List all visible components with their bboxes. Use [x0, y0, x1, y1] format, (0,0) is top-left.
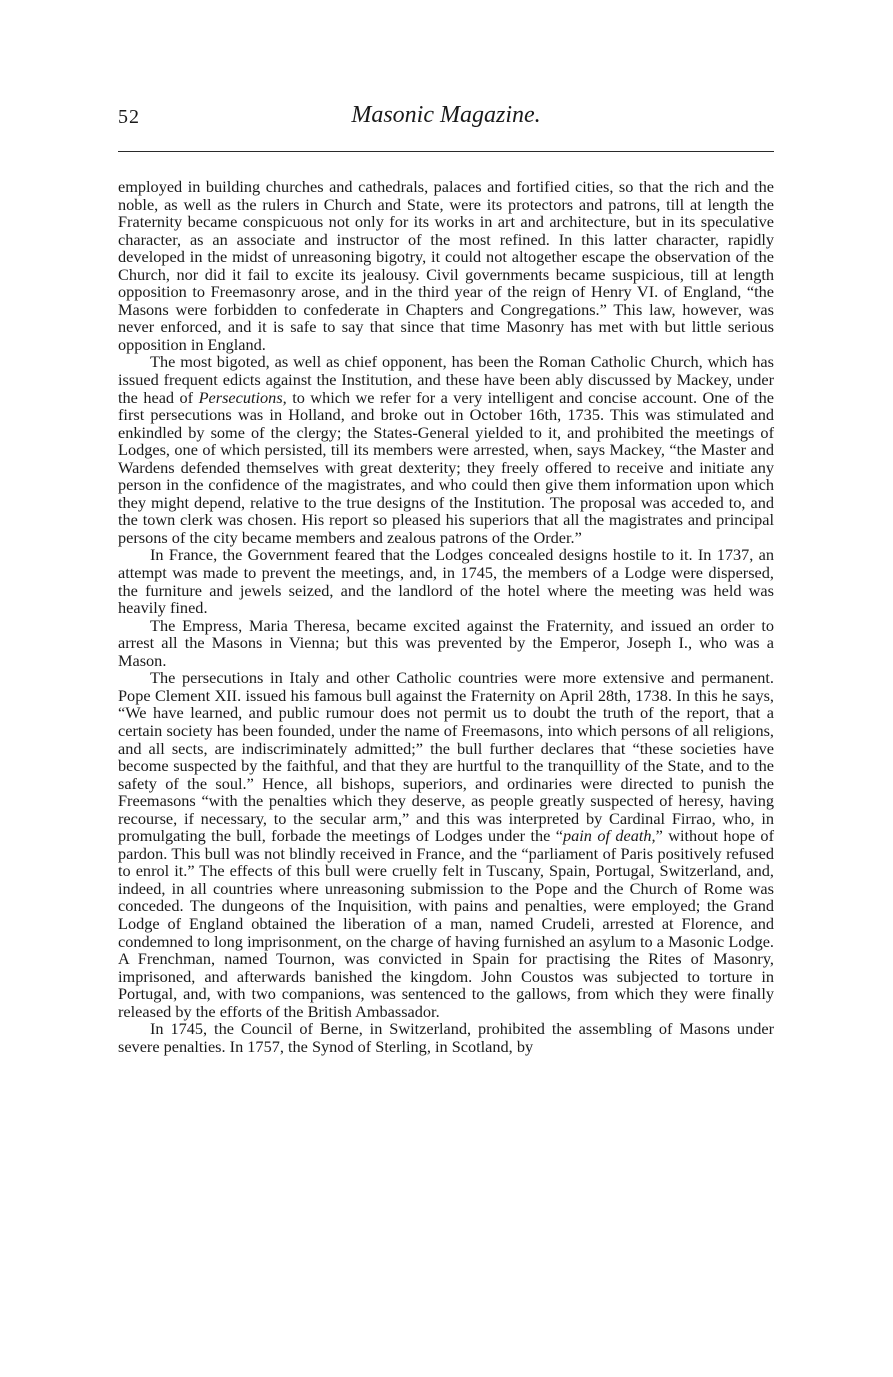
- italic-term: Persecutions,: [198, 387, 287, 407]
- paragraph-text: The most bigoted, as well as chief opponent, has been the Roman Catholic Church, which has issued frequent edicts against the Institution, and these have been ably discussed by Mackey, under the head of: [118, 352, 774, 407]
- paragraph: [118, 546, 774, 616]
- paragraph-text: employed in building churches and cathedrals, palaces and fortified cities, so that the rich and the noble, as well as the rulers in Church and State, were its protectors and patrons, till at length the Fraternity became conspicuous not only for its works in art and architecture, but in its speculative character, as an associate and instructor of the most refined. In this latter character, rapidly developed in the midst of unreasoning bigotry, it could not altogether escape the observation of the Church, nor did it fail to excite its jealousy. Civil governments became suspicious, till at length opposition to Freemasonry arose, and in the third year of the reign of Henry VI. of England, “the Masons were forbidden to confederate in Chapters and Congregations.” This law, however, was never enforced, and it is safe to say that since that time Masonry has met with but little serious opposition in England.: [118, 177, 774, 354]
- running-head: [118, 98, 774, 138]
- paragraph-text: The persecutions in Italy and other Catholic countries were more extensive and permanent. Pope Clement XII. issued his famous bull against the Fraternity on April 28th, 1738. In this he says, “We have learned, and public rumour does not permit us to doubt the truth of the report, that a certain society has been founded, under the name of Freemasons, into which persons of all religions, and all sects, are indiscriminately admitted;” the bull further declares that “these societies have become suspected by the faithful, and that they are hurtful to the tranquillity of the State, and to the safety of the soul.” Hence, all bishops, superiors, and ordinaries were directed to punish the Freemasons “with the penalties which they deserve, as people greatly suspected of heresy, having recourse, if necessary, to the secular arm,” and this was interpreted by Cardinal Firrao, who, in promulgating the bull, forbade the meetings of Lodges under the “: [118, 668, 774, 846]
- paragraph: [118, 669, 774, 1020]
- header-rule: [118, 151, 774, 152]
- paragraph-text: In 1745, the Council of Berne, in Switzerland, prohibited the assembling of Masons under severe penalties. In 1757, the Synod of Sterling, in Scotland, by: [118, 1019, 774, 1056]
- paragraph: [118, 617, 774, 670]
- paragraph: [118, 353, 774, 546]
- page-number: 52: [118, 106, 140, 128]
- article-body: [118, 178, 774, 1055]
- paragraph: [118, 1020, 774, 1055]
- paragraph: [118, 178, 774, 353]
- paragraph-text: The Empress, Maria Theresa, became excited against the Fraternity, and issued an order to arrest all the Masons in Vienna; but this was prevented by the Emperor, Joseph I., who was a Mason.: [118, 615, 774, 670]
- paragraph-text: to which we refer for a very intelligent and concise account. One of the first persecutions was in Holland, and broke out in October 16th, 1735. This was stimulated and enkindled by some of the clergy; the States-General yielded to it, and prohibited the meetings of Lodges, one of which persisted, till its members were arrested, when, says Mackey, “the Master and Wardens defended themselves with great dexterity; they freely offered to receive and initiate any person in the confidence of the magistrates, and who could then give them information upon which they might depend, relative to the true designs of the Institution. The proposal was acceded to, and the town clerk was chosen. His report so pleased his superiors that all the magistrates and principal persons of the city became members and zealous patrons of the Order.”: [118, 387, 774, 547]
- journal-title: Masonic Magazine.: [351, 102, 541, 128]
- italic-term: pain of death,: [563, 826, 656, 846]
- paragraph-text: ” without hope of pardon. This bull was not blindly received in France, and the “parliament of Paris positively refused to enrol it.” The effects of this bull were cruelly felt in Tuscany, Spain, Portugal, Switzerland, and, indeed, in all countries where unreasoning submission to the Pope and the Church of Rome was conceded. The dungeons of the Inquisition, with pains and penalties, were employed; the Grand Lodge of England obtained the liberation of a man, named Crudeli, arrested at Florence, and condemned to long imprisonment, on the charge of having furnished an asylum to a Masonic Lodge. A Frenchman, named Tournon, was convicted in Spain for practising the Rites of Masonry, imprisoned, and afterwards banished the kingdom. John Coustos was subjected to torture in Portugal, and, with two companions, was sentenced to the gallows, from which they were finally released by the efforts of the British Ambassador.: [118, 826, 774, 1021]
- paragraph-text: In France, the Government feared that the Lodges concealed designs hostile to it. In 1737, an attempt was made to prevent the meetings, and, in 1745, the members of a Lodge were dispersed, the furniture and jewels seized, and the landlord of the hotel where the meeting was held was heavily fined.: [118, 545, 774, 618]
